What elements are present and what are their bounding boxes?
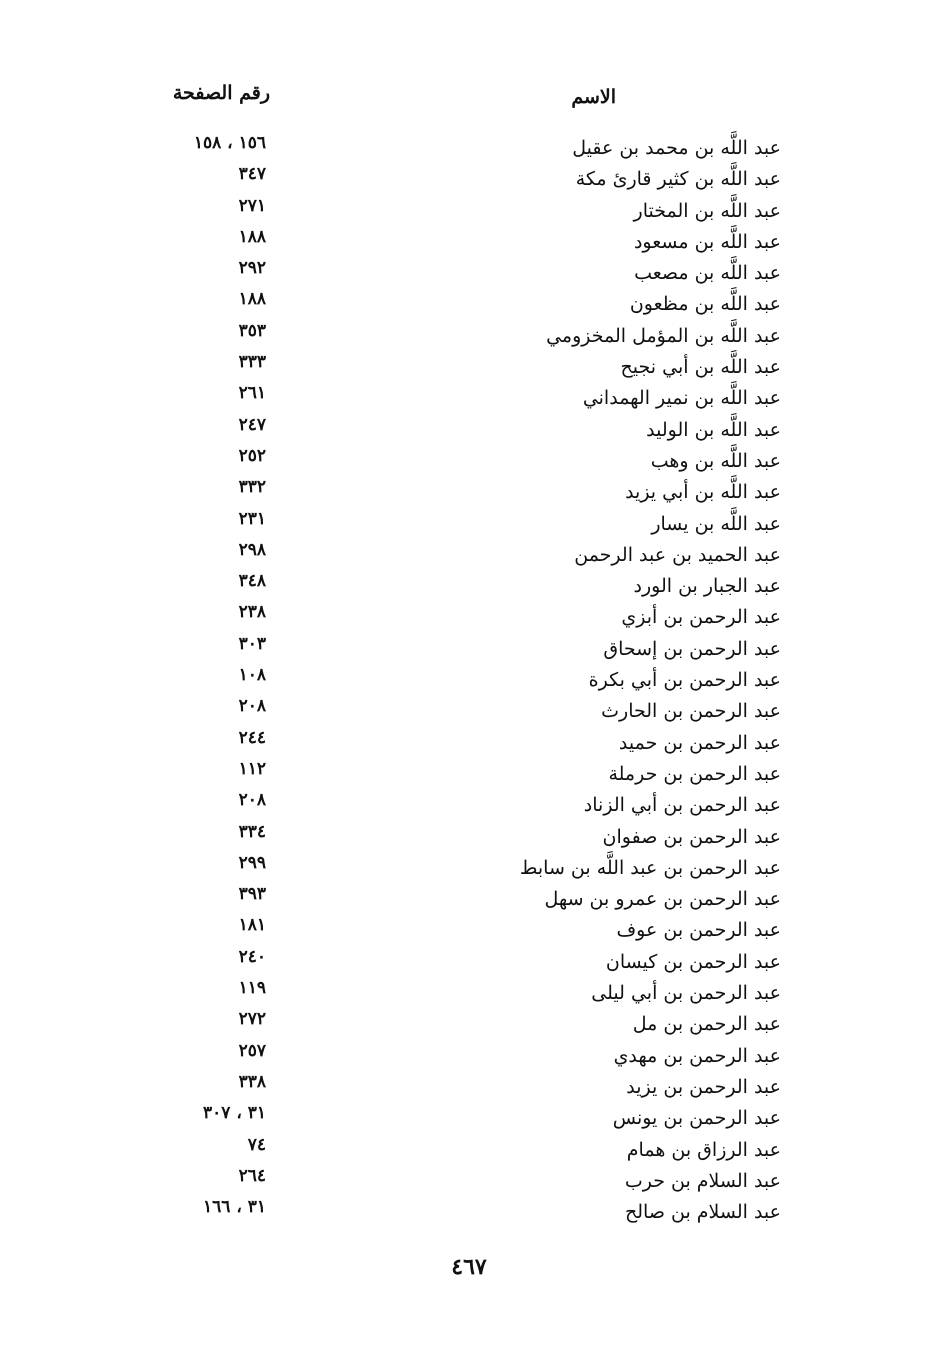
index-entry	[0, 1071, 938, 1107]
index-entry	[0, 289, 938, 324]
entry-page-number: ٢٣٨	[238, 602, 266, 623]
index-entry	[0, 1040, 938, 1076]
index-entry	[0, 352, 938, 387]
index-entry	[0, 665, 938, 700]
entry-page-number: ٢٦٤	[238, 1165, 266, 1186]
index-entry	[0, 1009, 938, 1044]
entry-page-number: ٣٤٨	[238, 571, 266, 592]
entry-page-number: ١١٢	[238, 758, 266, 779]
entry-name: عبد الرحمن بن يونس	[612, 1107, 781, 1130]
entry-name: عبد اللَّه بن مسعود	[633, 230, 781, 253]
entry-name: عبد اللَّه بن مظعون	[629, 293, 781, 316]
entry-name: عبد اللَّه بن يسار	[651, 512, 781, 535]
entry-page-number: ٢٥٧	[238, 1040, 266, 1061]
index-entry	[0, 978, 938, 1013]
entry-page-number: ٢٤٠	[238, 946, 266, 967]
entry-name: عبد السلام بن حرب	[624, 1169, 781, 1192]
index-entry	[0, 1197, 938, 1232]
index-entry	[0, 258, 938, 293]
index-entry	[0, 790, 938, 825]
index-entry	[0, 696, 938, 731]
index-entry	[0, 727, 938, 763]
entry-page-number: ٢٧٢	[238, 1009, 266, 1030]
entry-name: عبد اللَّه بن محمد بن عقيل	[572, 137, 781, 159]
entry-name: عبد الرزاق بن همام	[626, 1138, 781, 1161]
entry-name: عبد الرحمن بن أبي بكرة	[588, 669, 781, 692]
entry-page-number: ٣٣٨	[238, 1071, 266, 1092]
entry-name: عبد الرحمن بن كيسان	[605, 950, 781, 973]
entry-page-number: ٢٠٨	[238, 696, 266, 717]
index-entry	[0, 195, 938, 231]
entry-page-number: ١٨٨	[238, 289, 266, 310]
entry-page-number: ٢٥٢	[238, 445, 266, 466]
entry-page-number: ٢٧١	[238, 195, 266, 216]
index-entry	[0, 320, 938, 356]
entry-name: عبد السلام بن صالح	[624, 1201, 781, 1224]
entry-page-number: ١٨٨	[238, 226, 266, 247]
entry-page-number: ٣٣٢	[238, 477, 266, 498]
entry-name: عبد الرحمن بن أبي الزناد	[583, 794, 781, 817]
entry-page-number: ٣١ ، ١٦٦	[203, 1197, 266, 1218]
entry-name: عبد الرحمن بن عمرو بن سهل	[544, 888, 781, 911]
entry-name: عبد اللَّه بن المؤمل المخزومي	[546, 324, 781, 347]
entry-page-number: ٣٣٤	[238, 821, 266, 842]
index-entry	[0, 477, 938, 512]
entry-name: عبد اللَّه بن الوليد	[646, 418, 781, 441]
entry-name: عبد الرحمن بن عبد اللَّه بن سابط	[519, 856, 781, 879]
index-entry	[0, 571, 938, 606]
entry-name: عبد اللَّه بن أبي نجيح	[620, 356, 781, 379]
entry-page-number: ٢٦١	[238, 383, 266, 404]
entry-name: عبد اللَّه بن وهب	[650, 449, 781, 472]
entry-name: عبد اللَّه بن مصعب	[634, 262, 781, 285]
index-entry	[0, 414, 938, 450]
entry-page-number: ١٥٦ ، ١٥٨	[193, 133, 266, 153]
entry-page-number: ٣٥٣	[238, 320, 266, 341]
entry-name: عبد الرحمن بن مهدي	[613, 1044, 781, 1067]
index-entry	[0, 445, 938, 481]
entry-page-number: ٢٩٢	[238, 258, 266, 279]
entry-page-number: ١١٩	[238, 978, 266, 999]
index-entry	[0, 821, 938, 857]
entry-name: عبد اللَّه بن كثير قارئ مكة	[575, 168, 781, 191]
index-entry	[0, 633, 938, 669]
index-entry	[0, 946, 938, 982]
index-entry	[0, 133, 938, 168]
index-entry	[0, 758, 938, 794]
entry-page-number: ٢٣١	[238, 508, 266, 529]
entry-name: عبد الرحمن بن عوف	[616, 919, 781, 942]
entry-name: عبد الرحمن بن أبزي	[621, 606, 781, 629]
entry-name: عبد الرحمن بن مل	[632, 1013, 781, 1036]
entry-name: عبد الرحمن بن أبي ليلى	[591, 982, 781, 1005]
entry-page-number: ٢٩٨	[238, 539, 266, 560]
entry-name: عبد الرحمن بن حميد	[618, 731, 781, 754]
entry-name: عبد الجبار بن الورد	[633, 575, 781, 598]
entry-name: عبد الرحمن بن يزيد	[626, 1075, 781, 1098]
entry-name: عبد الرحمن بن صفوان	[602, 825, 781, 848]
entry-page-number: ١٨١	[238, 915, 266, 936]
entry-name: عبد الحميد بن عبد الرحمن	[574, 543, 781, 566]
entry-page-number: ٢٤٧	[238, 414, 266, 435]
page-column-header: رقم الصفحة	[172, 82, 270, 104]
entry-name: عبد اللَّه بن المختار	[633, 199, 781, 222]
entry-page-number: ١٠٨	[238, 665, 266, 686]
index-entry	[0, 508, 938, 544]
index-entry	[0, 383, 938, 418]
index-list	[0, 133, 938, 1232]
index-entry	[0, 1103, 938, 1138]
entry-page-number: ٣١ ، ٣٠٧	[203, 1103, 266, 1124]
entry-name: عبد اللَّه بن أبي يزيد	[625, 481, 781, 504]
entry-page-number: ٢٤٤	[238, 727, 266, 748]
entry-page-number: ٢٠٨	[238, 790, 266, 811]
index-entry	[0, 164, 938, 199]
entry-name: عبد الرحمن بن الحارث	[601, 700, 781, 723]
name-column-header: الاسم	[571, 86, 616, 108]
entry-page-number: ٣٣٣	[238, 352, 266, 373]
index-entry	[0, 884, 938, 919]
index-entry	[0, 539, 938, 575]
index-entry	[0, 226, 938, 262]
entry-page-number: ٣٩٣	[238, 884, 266, 905]
entry-name: عبد الرحمن بن إسحاق	[603, 637, 781, 660]
index-entry	[0, 602, 938, 637]
entry-page-number: ٣٤٧	[238, 164, 266, 185]
entry-page-number: ٧٤	[247, 1134, 266, 1155]
index-entry	[0, 915, 938, 950]
entry-name: عبد الرحمن بن حرملة	[608, 762, 781, 785]
page-number: ٤٦٧	[451, 1254, 487, 1280]
entry-name: عبد اللَّه بن نمير الهمداني	[582, 387, 781, 410]
entry-page-number: ٢٩٩	[238, 852, 266, 873]
index-entry	[0, 852, 938, 888]
entry-page-number: ٣٠٣	[238, 633, 266, 654]
index-entry	[0, 1165, 938, 1201]
index-entry	[0, 1134, 938, 1170]
